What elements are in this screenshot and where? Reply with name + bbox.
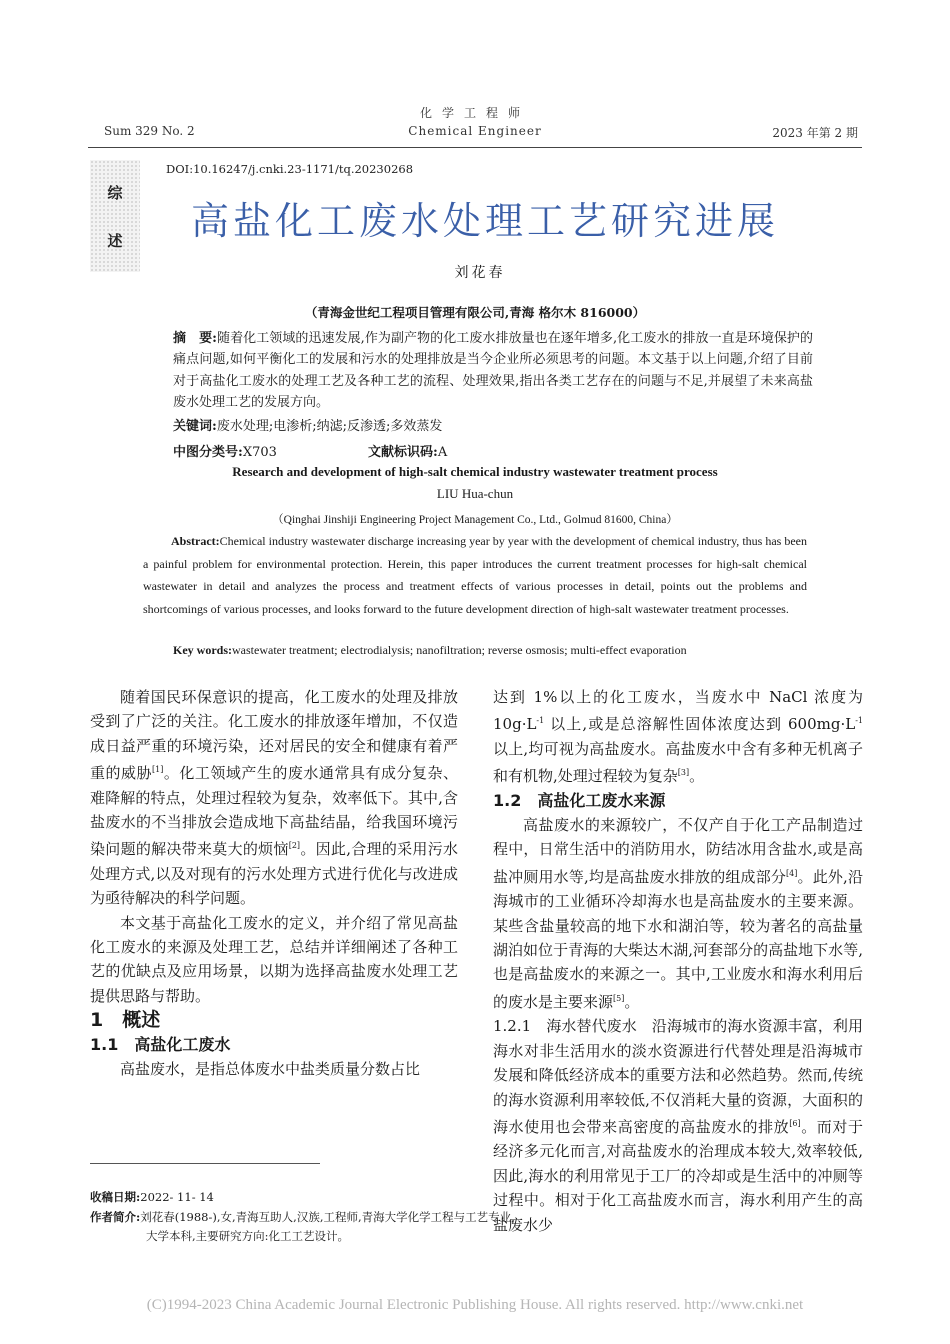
document-code (368, 441, 447, 460)
abstract-cn-label: 摘 要: (173, 331, 217, 346)
section-heading-1: 1 概述 (90, 1009, 161, 1032)
section-1-2-paragraph: 高盐废水的来源较广，不仅产自于化工产品制造过程中，日常生活中的消防用水，防结冰用含盐水,或是高盐冲厕用水等,均是高盐废水排放的组成部分[4]。此外,沿海城市的工业循环冷却海水也是高盐废水的主要来源。某些含盐量较高的地下水和湖泊等，较为著名的高盐量湖泊如位于青海的大柴达木湖,河套部分的高盐地下水等,也是高盐废水的来源之一。其中,工业废水和海水利用后的废水是主要来源[5]。 (493, 816, 863, 1011)
abstract-cn (173, 328, 813, 413)
doi: DOI:10.16247/j.cnki.23-1171/tq.20230268 (166, 162, 414, 176)
clc-number (173, 441, 277, 460)
citation-ref: [3] (677, 768, 690, 778)
citation-ref: [6] (789, 1118, 801, 1128)
keywords-en (173, 643, 813, 658)
affiliation-en: （Qinghai Jinshiji Engineering Project Management Co., Ltd., Golmud 81600, China） (272, 514, 678, 526)
citation-ref: [1] (152, 765, 164, 775)
abstract-en-text: Chemical industry wastewater discharge increasing year by year with the development of chemical industry, thus has been a painful problem for environmental protection. Herein, this paper introduces the current treatment processes for high-salt chemical wastewater in detail and analyzes the process and treatment effects of various processes in detail, points out the problems and shortcomings of various processes, and looks forward to the future development direction of high-salt wastewater treatment processes. (143, 534, 807, 616)
author-en: LIU Hua-chun (436, 486, 514, 501)
issue-number: Sum 329 No. 2 (104, 124, 195, 138)
category-char-1: 综 (107, 184, 123, 202)
journal-title-cn: 化学工程师 (419, 106, 530, 120)
abstract-en-label: Abstract: (171, 534, 220, 548)
abstract-cn-text: 随着化工领域的迅速发展,作为副产物的化工废水排放量也在逐年增多,化工废水的排放一直是环境保护的痛点问题,如何平衡化工的发展和污水的处理排放是当今企业所必须思考的问题。本文基于以上问题,介绍了目前对于高盐化工废水的处理工艺及各种工艺的流程、处理效果,指出各类工艺存在的问题与不足,并展望了未来高盐废水处理工艺的发展方向。 (173, 331, 813, 410)
author: 刘花春 (454, 265, 506, 281)
footnote-rule (90, 1163, 320, 1164)
journal-title-en: Chemical Engineer (408, 124, 542, 138)
clc-label: 中图分类号: (173, 445, 243, 460)
body-column-left (90, 685, 458, 1082)
section-1-1-paragraph-cont: 达到 1%以上的化工废水，当废水中 NaCl 浓度为 $10g\cdot L^{-1}$ 以上,或是总溶解性固体浓度达到 $600mg\cdot L^{-1}$ 以上,均可视为高盐废水。高盐废水中含有多种无机离子和有机物,处理过程较为复杂[3]。 (493, 688, 863, 786)
clc-text: X703 (242, 445, 277, 460)
citation-ref: [2] (288, 841, 301, 851)
section-heading-1-2: 1.2 高盐化工废水来源 (493, 790, 666, 810)
intro-paragraph-1: 随着国民环保意识的提高，化工废水的处理及排放受到了广泛的关注。化工废水的排放逐年增加，不仅造成日益严重的环境污染，还对居民的安全和健康有着严重的威胁[1]。化工领域产生的废水通常具有成分复杂、难降解的特点，处理过程较为复杂，效率低下。其中,含盐废水的不当排放会造成地下高盐结晶，给我国环境污染问题的解决带来莫大的烦恼[2]。因此,合理的采用污水处理方式,以及对现有的污水处理方式进行优化与改进成为亟待解决的科学问题。 (90, 688, 458, 908)
keywords-cn-label: 关键词: (173, 419, 217, 434)
affiliation: （青海金世纪工程项目管理有限公司,青海 格尔木 816000） (304, 305, 646, 320)
intro-paragraph-2: 本文基于高盐化工废水的定义，并介绍了常见高盐化工废水的来源及处理工艺，总结并详细阐述了各种工艺的优缺点及应用场景，以期为选择高盐废水处理工艺提供思路与帮助。 (90, 913, 458, 1005)
copyright-watermark: (C)1994-2023 China Academic Journal Electronic Publishing House. All rights reserved. http://www.cnki.net (146, 1297, 804, 1313)
doc-code-label: 文献标识码: (368, 445, 438, 460)
received-date: 收稿日期:2022- 11- 14 (90, 1190, 214, 1204)
keywords-en-text: wastewater treatment; electrodialysis; nanofiltration; reverse osmosis; multi-effect evaporation (232, 643, 687, 657)
section-1-2-1-paragraph: 1.2.1 海水替代废水 沿海城市的海水资源丰富，利用海水对非生活用水的淡水资源进行代替处理是沿海城市发展和降低经济成本的重要方法和必然趋势。然而,传统的海水资源利用率较低,不仅消耗大量的资源，大面积的海水使用也会带来高密度的高盐废水的排放[6]。而对于经济多元化而言,对高盐废水的治理成本较大,效率较低,因此,海水的利用常见于工厂的冷却或是生活中的冲厕等过程中。相对于化工高盐废水而言，海水利用产生的高盐废水少 (493, 1017, 863, 1234)
category-char-2: 述 (107, 232, 123, 250)
author-bio: 作者简介:刘花春(1988-),女,青海互助人,汉族,工程师,青海大学化学工程与工艺专业,大学本科,主要研究方向:化工工艺设计。 (90, 1210, 515, 1243)
header-rule (88, 147, 862, 148)
paper-title: 高盐化工废水处理工艺研究进展 (190, 199, 779, 243)
section-heading-1-2-1: 1.2.1 海水替代废水 (493, 1017, 652, 1036)
keywords-cn-text: 废水处理;电渗析;纳滤;反渗透;多效蒸发 (216, 419, 443, 434)
doc-code-text: A (437, 445, 448, 460)
citation-ref: [4] (786, 868, 798, 878)
paper-title-en: Research and development of high-salt chemical industry wastewater treatment process (232, 464, 718, 479)
issue-date: 2023 年第 2 期 (772, 126, 858, 140)
abstract-en (143, 530, 807, 620)
body-column-right (493, 685, 863, 1237)
section-heading-1-1: 1.1 高盐化工废水 (90, 1034, 231, 1054)
section-1-1-paragraph: 高盐废水，是指总体废水中盐类质量分数占比 (120, 1060, 421, 1079)
keywords-en-label: Key words: (173, 643, 232, 657)
citation-ref: [5] (613, 993, 625, 1003)
keywords-cn (173, 416, 813, 437)
